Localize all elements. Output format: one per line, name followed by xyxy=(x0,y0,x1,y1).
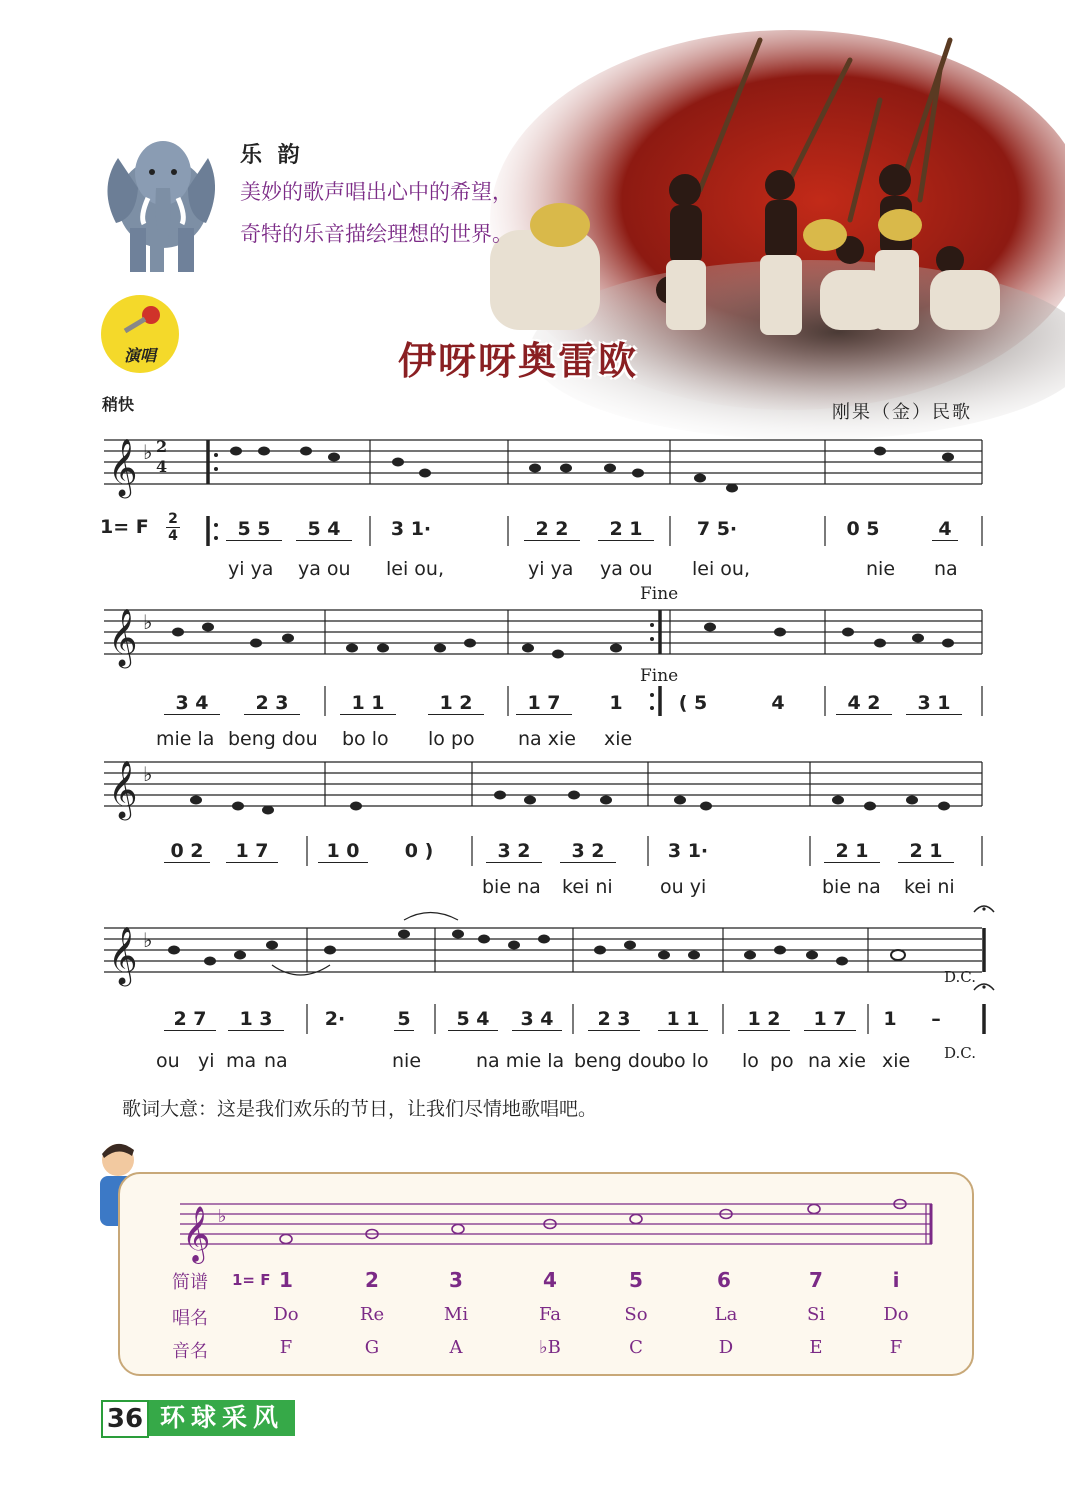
svg-text:𝄞: 𝄞 xyxy=(108,926,138,984)
lyric: ya ou xyxy=(298,558,351,580)
page-number: 36 xyxy=(101,1400,149,1438)
lyric: yi xyxy=(198,1050,215,1072)
lyric: lo xyxy=(742,1050,759,1072)
key-label: 1= F xyxy=(100,516,149,538)
lyric: bo lo xyxy=(662,1050,709,1072)
time-top: 2 xyxy=(168,511,178,527)
lyric: bo lo xyxy=(342,728,389,750)
note-group: 0 2 xyxy=(164,840,210,863)
svg-text:♭: ♭ xyxy=(143,610,153,634)
note-letter: C xyxy=(629,1337,643,1358)
solfege-syllable: So xyxy=(624,1304,648,1325)
lyrics-meaning: 歌词大意：这是我们欢乐的节日，让我们尽情地歌唱吧。 xyxy=(122,1098,598,1120)
lyric: xie xyxy=(604,728,633,750)
scale-jianpu-note: 5 xyxy=(629,1268,643,1292)
song-origin: 刚果（金）民歌 xyxy=(832,402,972,423)
tempo-marking: 稍快 xyxy=(102,395,135,414)
note-letter: A xyxy=(449,1337,463,1358)
note-group: 1 2 xyxy=(738,1008,790,1031)
lyric: na xie xyxy=(808,1050,866,1072)
note-group: 2 2 xyxy=(524,518,580,541)
lyric: yi ya xyxy=(228,558,274,580)
note-group: 2 1 xyxy=(598,518,654,541)
note-letter: ♭B xyxy=(539,1337,561,1358)
sing-badge-label: 演唱 xyxy=(123,346,156,365)
note-letter: F xyxy=(279,1337,293,1358)
note-group: 2 1 xyxy=(824,840,880,863)
lyric: yi ya xyxy=(528,558,574,580)
lyric: na xyxy=(934,558,958,580)
fine-marking-staff: Fine xyxy=(640,584,679,604)
lyric: lei ou, xyxy=(386,558,444,580)
lyric: na xyxy=(264,1050,288,1072)
fine-marking-jianpu: Fine xyxy=(640,666,679,686)
note-group: 7 5· xyxy=(696,518,738,540)
row-label-letters: 音名 xyxy=(172,1341,208,1362)
section-title: 乐 韵 xyxy=(240,143,304,168)
svg-text:♭: ♭ xyxy=(143,928,153,952)
lyric: ou yi xyxy=(660,876,707,898)
note-group: – xyxy=(931,1008,941,1030)
scale-jianpu-note: 3 xyxy=(449,1268,463,1292)
solfege-syllable: Fa xyxy=(539,1304,561,1325)
lyric: nie xyxy=(392,1050,422,1072)
verse-line-1: 美妙的歌声唱出心中的希望， xyxy=(240,180,513,204)
lyric: ya ou xyxy=(600,558,653,580)
solfege-syllable: Mi xyxy=(443,1304,469,1325)
verse-line-2: 奇特的乐音描绘理想的世界。 xyxy=(240,222,513,246)
note-group: 3 4 xyxy=(512,1008,562,1031)
note-group: 3 1 xyxy=(906,692,962,715)
lyric: kei ni xyxy=(904,876,955,898)
solfege-syllable: Do xyxy=(883,1304,909,1325)
note-group: 1 xyxy=(609,692,623,714)
scale-jianpu-note: i xyxy=(892,1268,900,1292)
note-group: 1 1 xyxy=(340,692,396,715)
note-group: 1 3 xyxy=(228,1008,284,1031)
row-label-solfege: 唱名 xyxy=(172,1308,208,1329)
note-group: ( 5 xyxy=(678,692,708,714)
svg-text:♭: ♭ xyxy=(143,440,153,464)
note-group: 3 1· xyxy=(667,840,709,862)
note-group: 4 xyxy=(932,518,958,541)
note-group: 1 7 xyxy=(226,840,278,863)
lyric: na mie la xyxy=(476,1050,565,1072)
dc-marking-staff: D.C. xyxy=(944,968,976,986)
note-group: 2 7 xyxy=(164,1008,216,1031)
svg-text:2: 2 xyxy=(156,437,168,456)
svg-text:♭: ♭ xyxy=(218,1206,227,1227)
note-group: 3 2 xyxy=(486,840,542,863)
note-group: 2 1 xyxy=(898,840,954,863)
lyric: ma xyxy=(226,1050,257,1072)
note-group: 0 ) xyxy=(404,840,434,862)
svg-text:4: 4 xyxy=(156,457,168,476)
note-group: 1 1 xyxy=(658,1008,708,1031)
scale-jianpu-note: 7 xyxy=(809,1268,823,1292)
note-group: 4 xyxy=(771,692,785,714)
lyric: lo po xyxy=(428,728,475,750)
solfege-syllable: Do xyxy=(273,1304,299,1325)
note-group: 2· xyxy=(324,1008,346,1030)
svg-text:𝄞: 𝄞 xyxy=(182,1206,211,1262)
lyric: po xyxy=(770,1050,794,1072)
scale-jianpu-note: 2 xyxy=(365,1268,379,1292)
svg-text:𝄞: 𝄞 xyxy=(108,608,138,666)
lyric: bie na xyxy=(482,876,541,898)
note-group: 0 5 xyxy=(846,518,880,540)
note-group: 3 2 xyxy=(560,840,616,863)
unit-title: 环球采风 xyxy=(149,1400,295,1436)
lyric: bie na xyxy=(822,876,881,898)
note-group: 1 0 xyxy=(318,840,368,863)
note-group: 1 7 xyxy=(804,1008,856,1031)
lyric: mie la xyxy=(156,728,215,750)
song-title: 伊呀呀奥雷欧 xyxy=(398,339,639,383)
scale-jianpu-note: 6 xyxy=(717,1268,731,1292)
note-group: 1 7 xyxy=(516,692,572,715)
note-group: 5 4 xyxy=(448,1008,498,1031)
lyric: lei ou, xyxy=(692,558,750,580)
scale-key-label: 1= F xyxy=(232,1271,271,1289)
note-group: 1 2 xyxy=(428,692,484,715)
solfege-syllable: Si xyxy=(806,1304,826,1325)
solfege-syllable: La xyxy=(714,1304,738,1325)
note-group: 5 xyxy=(394,1008,414,1031)
svg-text:𝄞: 𝄞 xyxy=(108,760,138,818)
note-letter: E xyxy=(809,1337,823,1358)
note-letter: F xyxy=(889,1337,903,1358)
lyric: na xie xyxy=(518,728,576,750)
svg-text:𝄞: 𝄞 xyxy=(108,438,138,496)
dc-marking-jianpu: D.C. xyxy=(944,1044,976,1062)
lyric: ou xyxy=(156,1050,180,1072)
note-group: 2 3 xyxy=(588,1008,640,1031)
lyric: beng dou xyxy=(228,728,318,750)
note-letter: D xyxy=(718,1337,734,1358)
scale-jianpu-note: 4 xyxy=(543,1268,557,1292)
note-letter: G xyxy=(364,1337,380,1358)
note-group: 1 xyxy=(883,1008,897,1030)
solfege-syllable: Re xyxy=(359,1304,385,1325)
svg-text:♭: ♭ xyxy=(143,762,153,786)
note-group: 3 4 xyxy=(164,692,220,715)
lyric: nie xyxy=(866,558,896,580)
note-group: 4 2 xyxy=(836,692,892,715)
note-group: 5 5 xyxy=(226,518,282,541)
note-group: 3 1· xyxy=(390,518,432,540)
note-group: 2 3 xyxy=(244,692,300,715)
lyric: kei ni xyxy=(562,876,613,898)
lyric: xie xyxy=(882,1050,911,1072)
scale-jianpu-note: 1 xyxy=(279,1268,293,1292)
row-label-jianpu: 简谱 xyxy=(172,1272,208,1293)
time-bottom: 4 xyxy=(166,527,180,544)
lyric: beng dou xyxy=(574,1050,664,1072)
note-group: 5 4 xyxy=(296,518,352,541)
